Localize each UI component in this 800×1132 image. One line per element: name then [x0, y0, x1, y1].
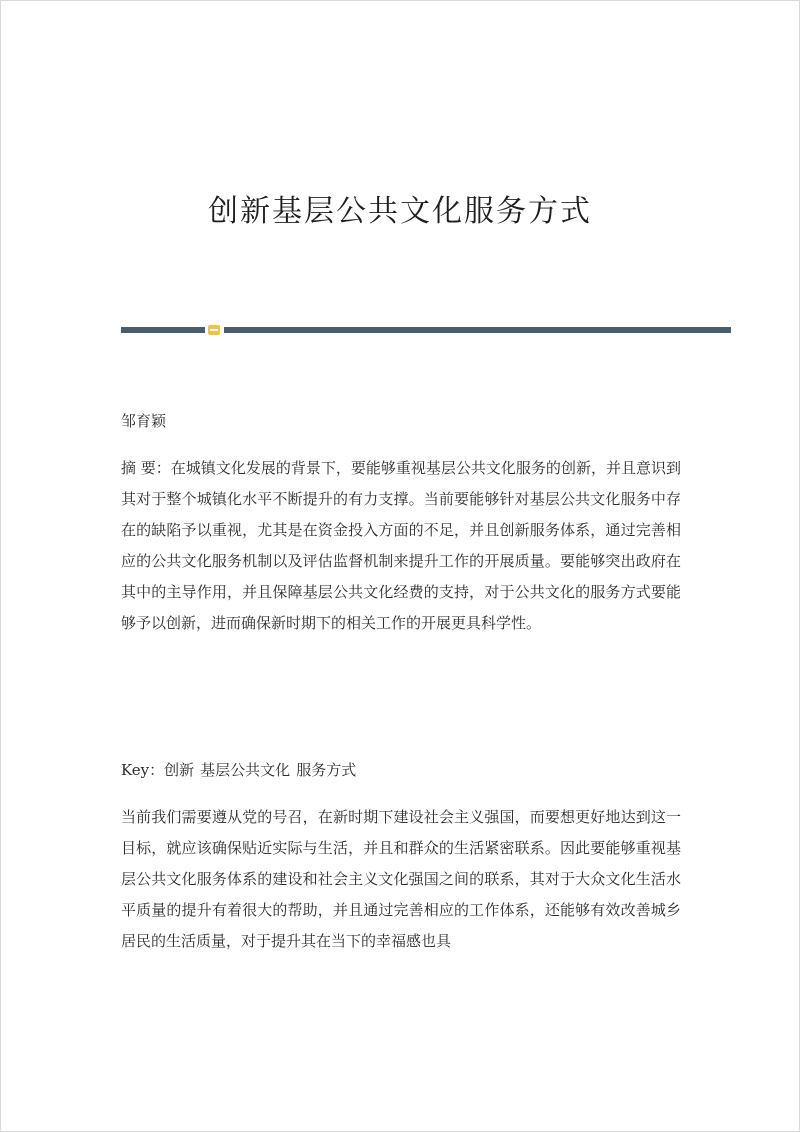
divider-bar-right	[224, 327, 731, 333]
keyword-item: 创新	[164, 761, 195, 779]
keyword-item: 服务方式	[296, 761, 357, 779]
abstract-text: 在城镇文化发展的背景下，要能够重视基层公共文化服务的创新，并且意识到其对于整个城镇化水平不断提升的有力支撑。当前要能够针对基层公共文化服务中存在的缺陷予以重视，尤其是在资金投入方面的不足，并且创新服务体系，通过完善相应的公共文化服务机制以及评估监督机制来提升工作的开展质量。要能够突出政府在其中的主导作用，并且保障基层公共文化经费的支持，对于公共文化的服务方式要能够予以创新，进而确保新时期下的相关工作的开展更具科学性。	[121, 459, 681, 632]
divider-emblem-icon	[208, 325, 220, 335]
title-divider	[121, 325, 731, 335]
document-title: 创新基层公共文化服务方式	[208, 194, 592, 229]
author-name: 邹育颖	[121, 412, 167, 430]
keywords-label: Key：	[121, 761, 165, 779]
divider-bar-left	[121, 327, 205, 333]
abstract-label: 摘 要：	[121, 459, 171, 477]
body-paragraph: 当前我们需要遵从党的号召，在新时期下建设社会主义强国，而要想更好地达到这一目标，就应该确保贴近实际与生活，并且和群众的生活紧密联系。因此要能够重视基层公共文化服务体系的建设和社会主义文化强国之间的联系，其对于大众文化生活水平质量的提升有着很大的帮助，并且通过完善相应的工作体系，还能够有效改善城乡居民的生活质量，对于提升其在当下的幸福感也具	[121, 808, 681, 950]
keywords-line	[121, 755, 681, 786]
keyword-item: 基层公共文化	[200, 761, 291, 779]
abstract-paragraph	[121, 453, 681, 639]
